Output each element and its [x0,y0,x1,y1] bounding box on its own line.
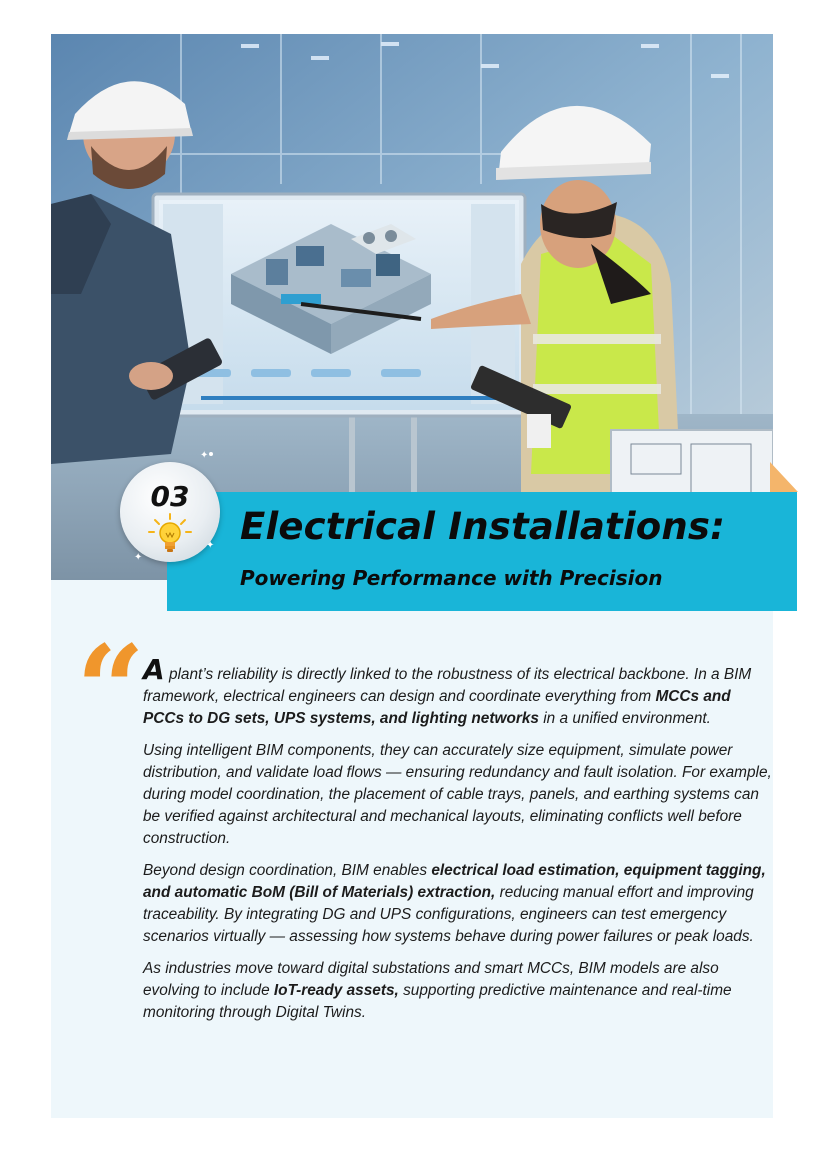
section-title: Electrical Installations: [240,505,726,548]
highlight-text: electrical load estimation, equipment tagging, and automatic BoM (Bill of Materials) extraction, [143,862,766,901]
highlight-text: MCCs and PCCs to DG sets, UPS systems, and lighting networks [143,688,731,727]
sparkle-icon: ✦ [200,450,209,461]
paragraph-4: As industries move toward digital substations and smart MCCs, BIM models are also evolving to include IoT-ready assets, supporting predictive maintenance and real-time monitoring through Digital Twins. [143,960,732,1021]
sparkle-icon: ✦ [134,552,143,563]
article-body [143,653,775,1034]
sparkle-icon: ✦ [206,540,215,551]
quote-mark-icon: “ [76,619,146,760]
section-subtitle: Powering Performance with Precision [240,566,663,590]
lightbulb-icon [147,512,193,556]
corner-fold [770,462,798,492]
drop-cap: A [143,653,165,686]
section-number: 03 [150,480,190,513]
paragraph-2: Using intelligent BIM components, they can accurately size equipment, simulate power distribution, and validate load flows — ensuring redundancy and fault isolation. For example, during model coordination, the placement of cable trays, panels, and earthing systems can be verified against architectural and mechanical layouts, eliminating conflicts well before construction. [143,742,772,847]
highlight-text: IoT-ready assets, [273,982,399,999]
section-number-badge [120,462,220,562]
paragraph-1: A plant’s reliability is directly linked to the robustness of its electrical backbone. In a BIM framework, electrical engineers can design and coordinate everything from MCCs and PCCs to DG sets, UPS systems, and lighting networks in a unified environment. [143,653,752,727]
paragraph-3: Beyond design coordination, BIM enables electrical load estimation, equipment tagging, and automatic BoM (Bill of Materials) extraction, reducing manual effort and improving traceability. By integrating DG and UPS configurations, engineers can test emergency scenarios virtually — assessing how systems behave during power failures or peak loads. [143,862,766,945]
